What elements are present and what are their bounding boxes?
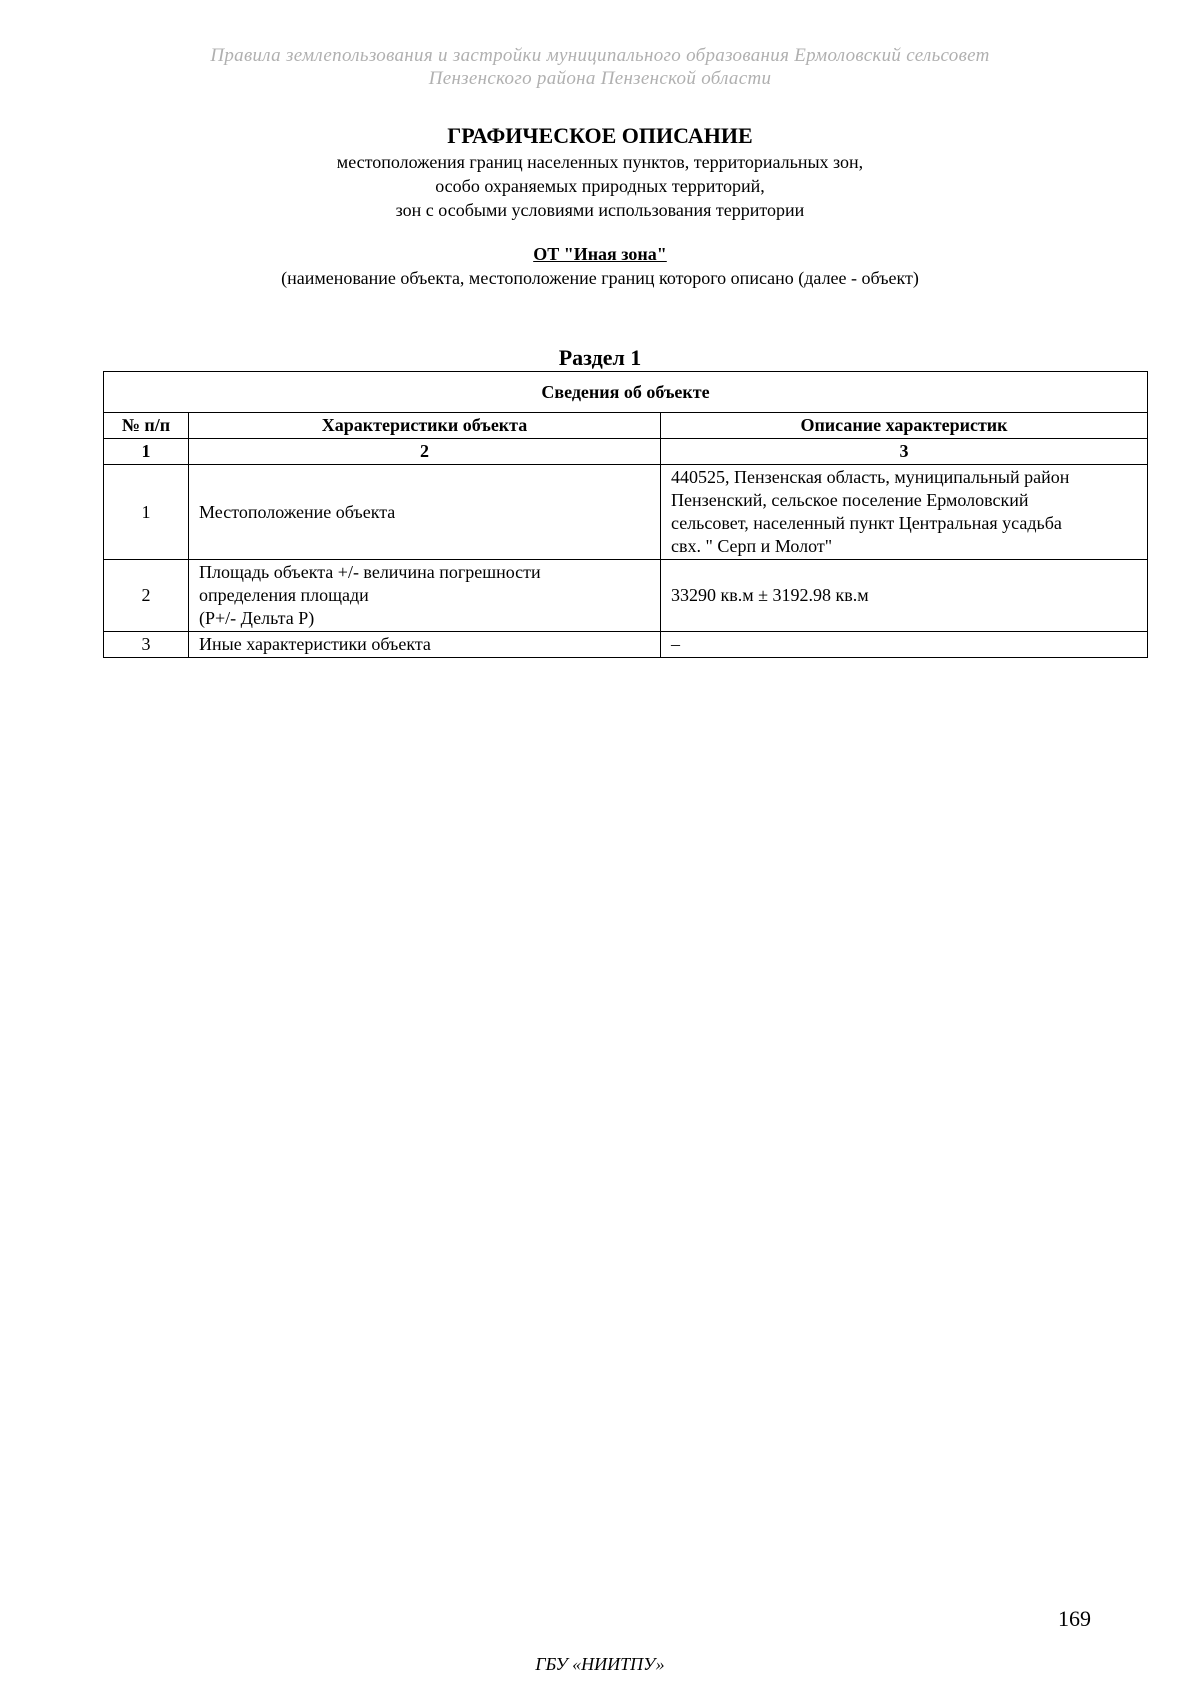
column-number-2: 2 <box>189 439 661 465</box>
characteristic-line: (P+/- Дельта P) <box>199 608 315 628</box>
header-number: № п/п <box>104 413 189 439</box>
running-header-line-1: Правила землепользования и застройки муниципального образования Ермоловский сельсовет <box>210 45 990 66</box>
description-line: 440525, Пензенская область, муниципальный район <box>671 467 1070 487</box>
description-line: свх. " Серп и Молот" <box>671 536 833 556</box>
table-row <box>104 560 1148 632</box>
row-description <box>661 465 1148 560</box>
object-name: ОТ "Иная зона" <box>533 244 667 264</box>
characteristic-line: Площадь объекта +/- величина погрешности <box>199 562 541 582</box>
object-info-table <box>103 371 1148 658</box>
running-header-line-2: Пензенского района Пензенской области <box>428 68 772 89</box>
row-number: 3 <box>104 632 189 658</box>
subtitle-line-3: зон с особыми условиями использования территории <box>395 200 805 220</box>
title-block <box>0 122 1200 222</box>
table-row <box>104 632 1148 658</box>
object-block <box>0 242 1200 290</box>
page-footer: ГБУ «НИИТПУ» <box>535 1654 665 1674</box>
object-caption: (наименование объекта, местоположение границ которого описано (далее - объект) <box>281 268 919 288</box>
row-description: – <box>661 632 1148 658</box>
header-description: Описание характеристик <box>661 413 1148 439</box>
description-line: Пензенский, сельское поселение Ермоловский <box>671 490 1029 510</box>
row-characteristic: Местоположение объекта <box>189 465 661 560</box>
description-line: сельсовет, населенный пункт Центральная усадьба <box>671 513 1062 533</box>
subtitle-line-1: местоположения границ населенных пунктов, территориальных зон, <box>336 152 864 172</box>
row-number: 1 <box>104 465 189 560</box>
table-header-row <box>104 413 1148 439</box>
column-number-3: 3 <box>661 439 1148 465</box>
table-caption-row <box>104 372 1148 413</box>
header-characteristic: Характеристики объекта <box>189 413 661 439</box>
document-title: ГРАФИЧЕСКОЕ ОПИСАНИЕ <box>447 123 753 148</box>
column-number-1: 1 <box>104 439 189 465</box>
document-subtitle <box>0 150 1200 222</box>
row-description: 33290 кв.м ± 3192.98 кв.м <box>661 560 1148 632</box>
row-number: 2 <box>104 560 189 632</box>
characteristic-line: определения площади <box>199 585 369 605</box>
running-header <box>0 44 1200 90</box>
page-number: 169 <box>1058 1606 1091 1631</box>
section-title: Раздел 1 <box>558 345 642 370</box>
subtitle-line-2: особо охраняемых природных территорий, <box>435 176 765 196</box>
column-number-row <box>104 439 1148 465</box>
table-row <box>104 465 1148 560</box>
table-caption: Сведения об объекте <box>104 372 1148 413</box>
row-characteristic <box>189 560 661 632</box>
row-characteristic: Иные характеристики объекта <box>189 632 661 658</box>
